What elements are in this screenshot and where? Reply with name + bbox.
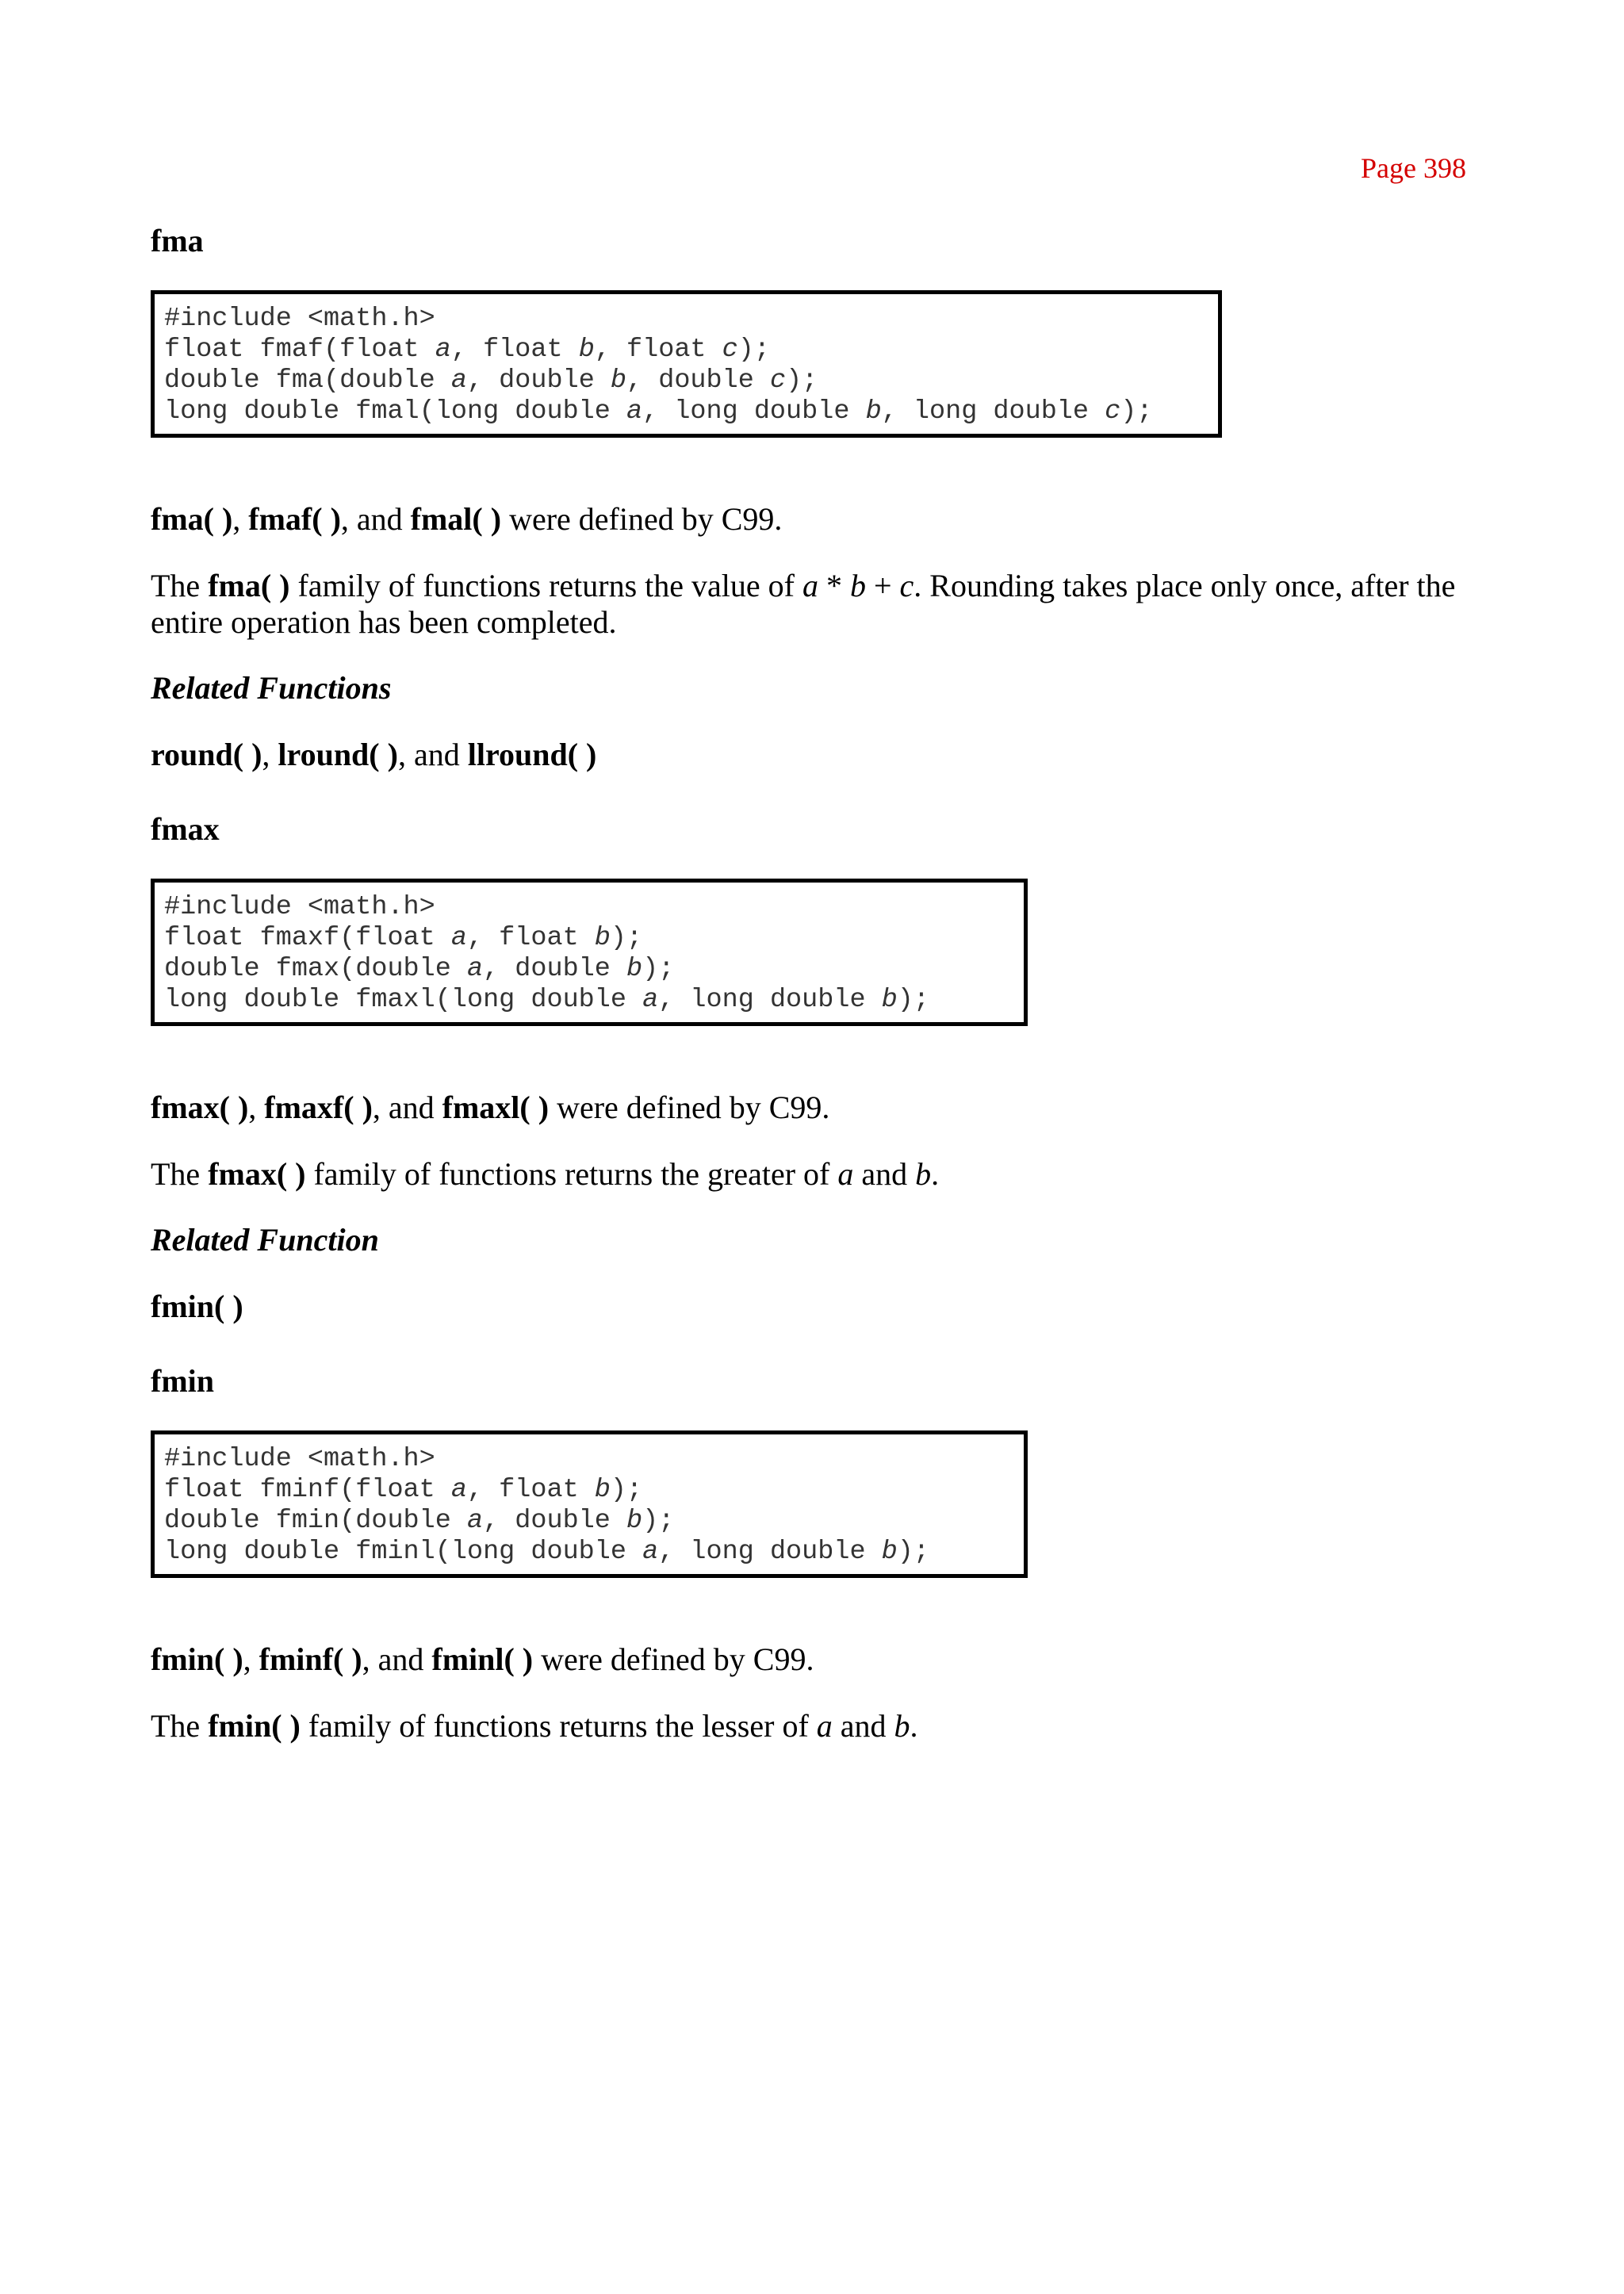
code-arg: b <box>594 1475 611 1505</box>
code-arg: a <box>450 1475 467 1505</box>
function-name: fmal( ) <box>410 501 502 537</box>
var-b: b <box>894 1708 910 1744</box>
code-text: double fmax(double <box>164 954 467 984</box>
var-c: c <box>899 568 914 603</box>
code-arg: b <box>594 923 611 953</box>
section-title-fma: fma <box>151 223 204 259</box>
description-fma <box>151 568 1483 641</box>
code-arg: a <box>642 1537 659 1567</box>
text: The <box>151 568 209 603</box>
related-heading-fma: Related Functions <box>151 670 392 706</box>
code-line: #include <math.h> <box>164 892 435 922</box>
code-text: ); <box>642 1506 675 1536</box>
code-text: long double fminl(long double <box>164 1537 643 1567</box>
code-line <box>164 366 1208 396</box>
text: , and <box>372 1090 442 1125</box>
text: family of functions returns the lesser of <box>300 1708 817 1744</box>
code-text: double fma(double <box>164 366 451 396</box>
code-text: ); <box>786 366 818 396</box>
code-box-fmax <box>151 879 1028 1026</box>
text: , and <box>397 737 468 772</box>
page-content <box>151 224 1483 1775</box>
code-text: , double <box>626 366 770 396</box>
related-list-fma <box>151 737 1483 772</box>
code-arg: b <box>626 1506 643 1536</box>
text: . <box>910 1708 918 1744</box>
text: The <box>151 1708 209 1744</box>
code-text: , float <box>466 1475 595 1505</box>
code-text: , long double <box>881 396 1105 427</box>
code-text: , double <box>483 954 627 984</box>
code-text: , long double <box>658 985 882 1015</box>
related-function: round( ) <box>151 737 262 772</box>
text: , <box>262 737 278 772</box>
code-arg: b <box>578 335 595 365</box>
related-list-fmax <box>151 1289 1483 1324</box>
page-number: Page 398 <box>1361 152 1466 184</box>
code-line <box>164 335 1208 366</box>
description-fmin <box>151 1708 1483 1744</box>
text: were defined by C99. <box>501 501 783 537</box>
code-box-fmin <box>151 1430 1028 1578</box>
code-arg: c <box>1105 396 1121 427</box>
related-heading-fmax: Related Function <box>151 1222 379 1258</box>
code-text: , float <box>450 335 579 365</box>
defined-by-fma <box>151 501 1483 538</box>
code-text: , double <box>466 366 611 396</box>
text: . Rounding takes place only once, after the entire operation has been completed. <box>151 568 1456 640</box>
function-name: fmin( ) <box>208 1708 301 1744</box>
code-arg: c <box>722 335 738 365</box>
code-line: #include <math.h> <box>164 1444 435 1474</box>
var-a: a <box>802 568 818 603</box>
code-text: ); <box>610 1475 643 1505</box>
code-text: , float <box>466 923 595 953</box>
function-name: fmax( ) <box>151 1090 249 1125</box>
code-arg: b <box>881 985 898 1015</box>
code-text: , float <box>594 335 722 365</box>
text: . <box>931 1156 940 1192</box>
function-name: fminf( ) <box>259 1641 362 1677</box>
code-arg: a <box>450 366 467 396</box>
text: and <box>853 1156 916 1192</box>
text: The <box>151 1156 209 1192</box>
code-text: long double fmal(long double <box>164 396 626 427</box>
code-line <box>164 396 1208 427</box>
function-name: fmax( ) <box>208 1156 306 1192</box>
text: + <box>865 568 900 603</box>
description-fmax <box>151 1156 1483 1193</box>
text: and <box>832 1708 894 1744</box>
text: were defined by C99. <box>533 1641 814 1677</box>
code-line <box>164 1506 1014 1537</box>
code-arg: a <box>435 335 451 365</box>
text: , <box>243 1641 259 1677</box>
code-line: #include <math.h> <box>164 304 435 334</box>
code-text: ); <box>897 985 929 1015</box>
code-text: float fmaf(float <box>164 335 435 365</box>
code-text: , long double <box>642 396 866 427</box>
code-arg: c <box>769 366 787 396</box>
code-line <box>164 985 1014 1016</box>
code-arg: a <box>626 396 643 427</box>
code-arg: a <box>466 1506 484 1536</box>
code-text: ); <box>737 335 770 365</box>
function-name: fmaxf( ) <box>264 1090 373 1125</box>
var-b: b <box>915 1156 932 1192</box>
code-line <box>164 1475 1014 1506</box>
code-line <box>164 954 1014 985</box>
code-line <box>164 923 1014 954</box>
code-line <box>164 1537 1014 1568</box>
var-a: a <box>837 1156 854 1192</box>
code-arg: a <box>642 985 659 1015</box>
var-b: b <box>849 568 866 603</box>
function-name: fmaf( ) <box>248 501 341 537</box>
text: family of functions returns the value of <box>289 568 802 603</box>
function-name: fminl( ) <box>431 1641 534 1677</box>
code-text: ); <box>1120 396 1153 427</box>
related-function: llround( ) <box>467 737 597 772</box>
function-name: fmin( ) <box>151 1641 243 1677</box>
text: , <box>232 501 249 537</box>
section-title-fmax: fmax <box>151 811 220 847</box>
function-name: fmaxl( ) <box>442 1090 550 1125</box>
defined-by-fmin <box>151 1641 1483 1678</box>
function-name: fma( ) <box>151 501 233 537</box>
code-text: , double <box>483 1506 627 1536</box>
text: were defined by C99. <box>549 1090 830 1125</box>
code-arg: b <box>881 1537 898 1567</box>
code-text: float fmaxf(float <box>164 923 451 953</box>
code-box-fma <box>151 290 1222 438</box>
var-a: a <box>816 1708 833 1744</box>
code-arg: a <box>466 954 484 984</box>
related-function: lround( ) <box>278 737 398 772</box>
text: family of functions returns the greater of <box>305 1156 838 1192</box>
code-arg: b <box>610 366 627 396</box>
code-text: , long double <box>658 1537 882 1567</box>
code-text: double fmin(double <box>164 1506 467 1536</box>
code-text: ); <box>642 954 675 984</box>
code-text: float fminf(float <box>164 1475 451 1505</box>
text: , and <box>340 501 411 537</box>
defined-by-fmax <box>151 1090 1483 1126</box>
code-text: ); <box>610 923 643 953</box>
section-title-fmin: fmin <box>151 1363 214 1399</box>
text: * <box>818 568 850 603</box>
code-arg: a <box>450 923 467 953</box>
code-arg: b <box>626 954 643 984</box>
text: , <box>248 1090 265 1125</box>
function-name: fma( ) <box>208 568 290 603</box>
text: , and <box>362 1641 432 1677</box>
code-text: long double fmaxl(long double <box>164 985 643 1015</box>
code-text: ); <box>897 1537 929 1567</box>
code-arg: b <box>865 396 882 427</box>
related-function: fmin( ) <box>151 1289 243 1324</box>
